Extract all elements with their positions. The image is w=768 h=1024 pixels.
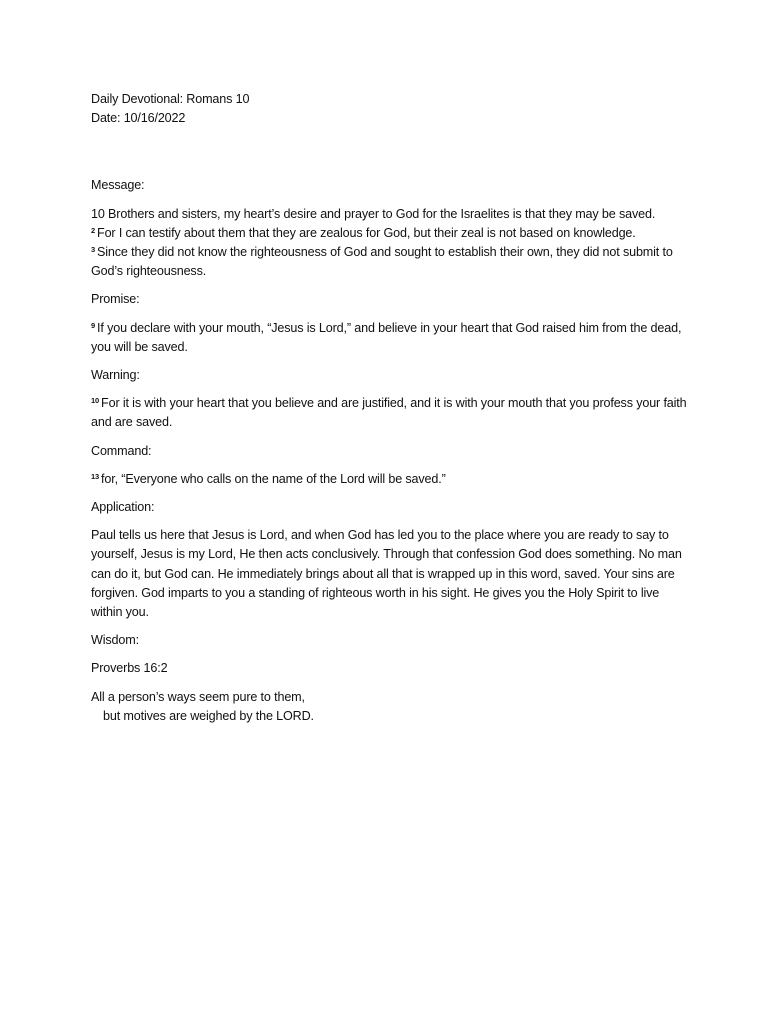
verse-text: For it is with your heart that you believe and are justified, and it is with your mouth that you profess your faith and are saved. [91, 396, 687, 430]
promise-body [91, 319, 691, 357]
verse-text: For I can testify about them that they are zealous for God, but their zeal is not based on knowledge. [97, 225, 636, 240]
command-body [91, 470, 691, 489]
proverb-line-1: All a person’s ways seem pure to them, [91, 689, 305, 704]
command-heading: Command: [91, 443, 152, 458]
verse-text: If you declare with your mouth, “Jesus is Lord,” and believe in your heart that God raised him from the dead, you will be saved. [91, 320, 682, 354]
wisdom-reference: Proverbs 16:2 [91, 661, 168, 676]
document-title: Daily Devotional: Romans 10 [91, 92, 250, 106]
application-body: Paul tells us here that Jesus is Lord, and when God has led you to the place where you are ready to say to yourself, Jesus is my Lord, He then acts conclusively. Through that confession God does something. No man can do it, but God can. He immediately brings about all that is wrapped up in this word, saved. Your sins are forgiven. God imparts to you a standing of righteous worth in his sight. He gives you the Holy Spirit to live within you. [91, 528, 682, 620]
message-verse-2 [91, 224, 691, 243]
verse-text: Since they did not know the righteousness of God and sought to establish their own, they did not submit to God’s righteousness. [91, 245, 673, 279]
message-heading: Message: [91, 178, 145, 193]
warning-body [91, 394, 691, 432]
message-verse-3 [91, 243, 691, 281]
verse-number: 9 [91, 320, 96, 330]
proverb-line-2: but motives are weighed by the LORD. [103, 708, 314, 723]
message-verse-10: 10 Brothers and sisters, my heart’s desire and prayer to God for the Israelites is that they may be saved. [91, 206, 656, 221]
document-page [91, 90, 691, 726]
verse-number: 3 [91, 245, 96, 255]
wisdom-proverb [91, 688, 691, 726]
verse-number: 10 [91, 396, 100, 406]
wisdom-heading: Wisdom: [91, 633, 139, 648]
verse-text: for, “Everyone who calls on the name of the Lord will be saved.” [101, 471, 446, 486]
message-body [91, 205, 691, 282]
document-header [91, 90, 691, 128]
verse-number: 2 [91, 225, 96, 235]
application-heading: Application: [91, 500, 155, 515]
promise-heading: Promise: [91, 292, 140, 307]
verse-number: 13 [91, 471, 100, 481]
warning-heading: Warning: [91, 368, 140, 383]
document-date: Date: 10/16/2022 [91, 111, 186, 126]
